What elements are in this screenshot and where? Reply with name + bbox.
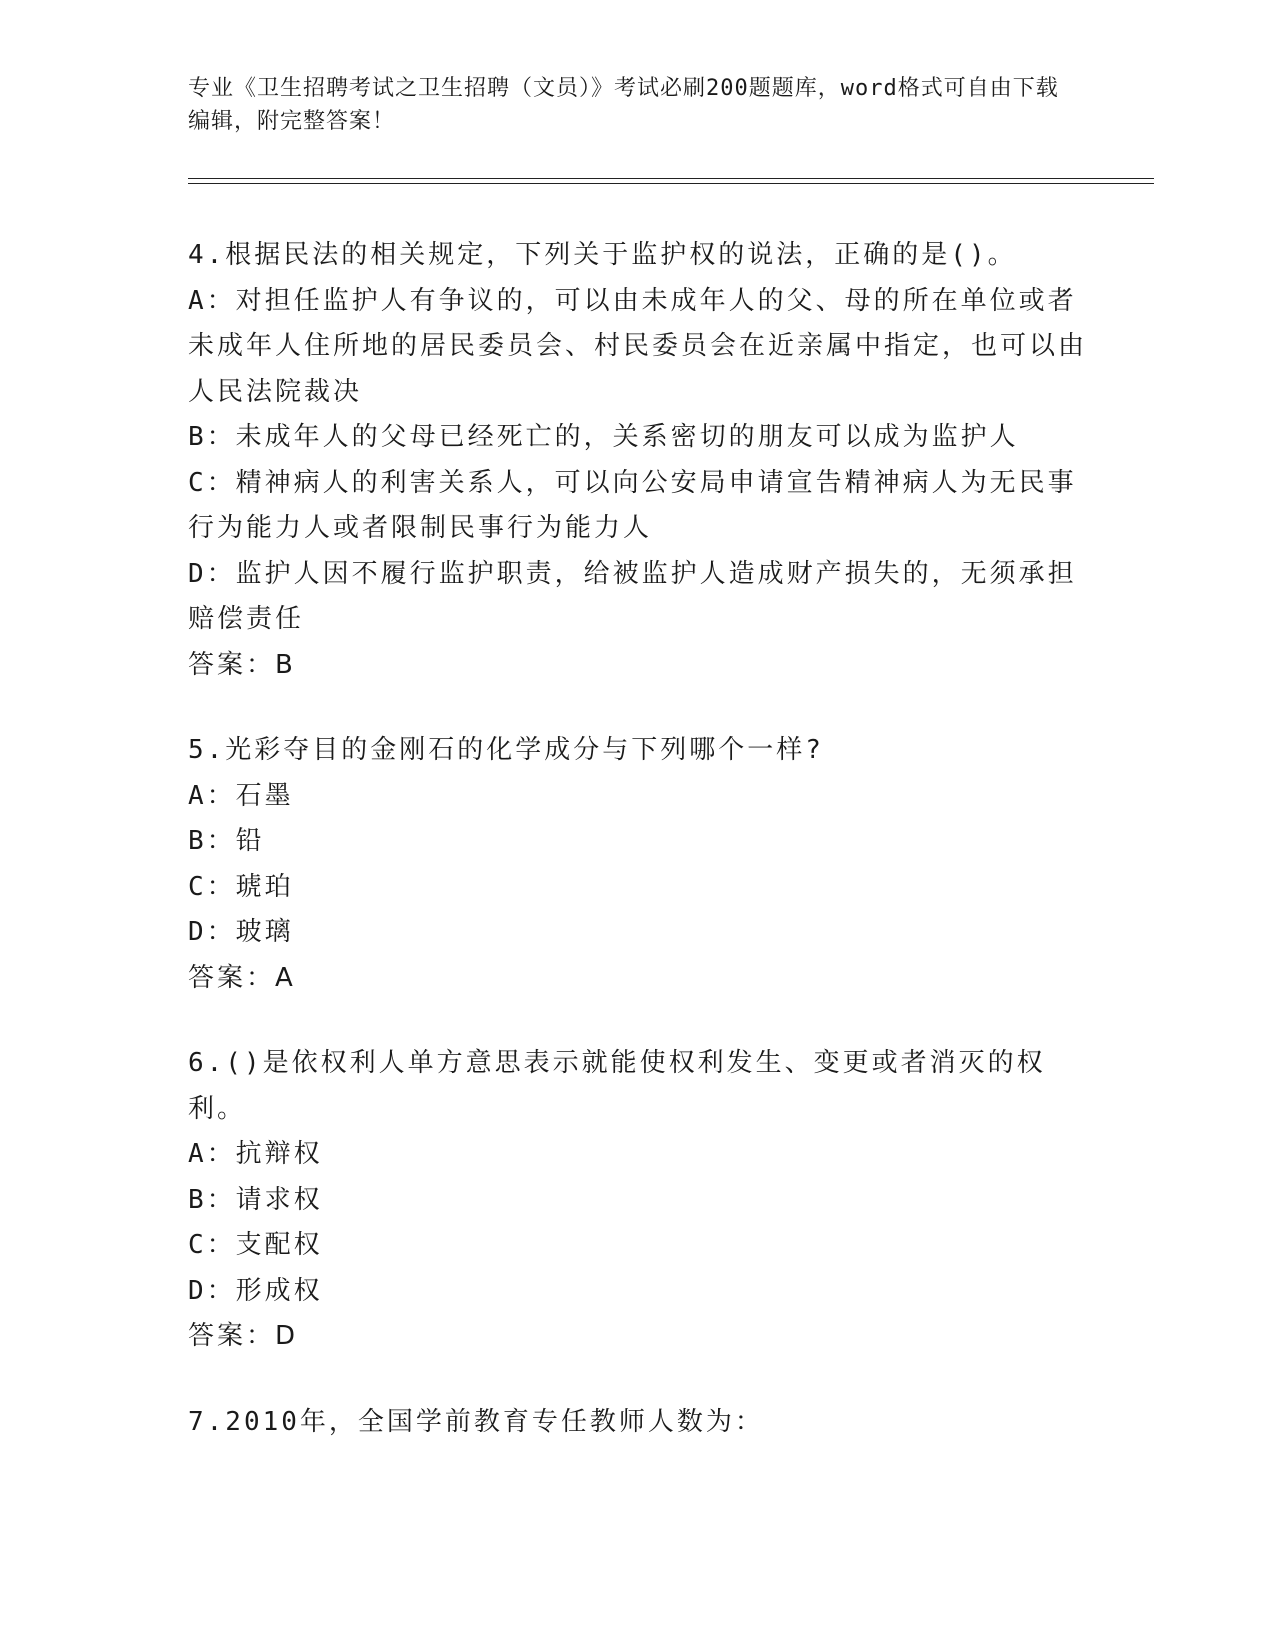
answer-label: 答案：B (188, 649, 296, 680)
option-c: C：支配权 (188, 1230, 323, 1260)
option-b: B：铅 (188, 826, 265, 856)
document-header: 专业《卫生招聘考试之卫生招聘（文员）》考试必刷200题题库，word格式可自由下载编辑，附完整答案！ (188, 76, 1059, 134)
question-stem: 4.根据民法的相关规定，下列关于监护权的说法，正确的是()。 (188, 240, 1017, 270)
question-stem: 7.2010年，全国学前教育专任教师人数为： (188, 1406, 764, 1437)
option-d: D：监护人因不履行监护职责，给被监护人造成财产损失的，无须承担赔偿责任 (188, 558, 1077, 634)
option-b: B：请求权 (188, 1184, 323, 1215)
option-c: C：琥珀 (188, 871, 294, 902)
question-stem: 6.()是依权利人单方意思表示就能使权利发生、变更或者消灭的权利。 (188, 1048, 1046, 1124)
option-a: A：石墨 (188, 780, 294, 811)
answer-label: 答案：A (188, 962, 296, 993)
header-divider-top (188, 178, 1154, 179)
question-list (188, 233, 1088, 1485)
option-d: D：玻璃 (188, 917, 294, 947)
option-d: D：形成权 (188, 1275, 323, 1306)
question-4 (188, 233, 1088, 688)
question-7 (188, 1400, 1088, 1446)
option-b: B：未成年人的父母已经死亡的，关系密切的朋友可以成为监护人 (188, 422, 1019, 452)
question-6 (188, 1041, 1088, 1360)
option-a: A：抗辩权 (188, 1139, 323, 1169)
answer-label: 答案：D (188, 1321, 299, 1351)
option-c: C：精神病人的利害关系人，可以向公安局申请宣告精神病人为无民事行为能力人或者限制民事行为能力人 (188, 467, 1077, 543)
option-a: A：对担任监护人有争议的，可以由未成年人的父、母的所在单位或者未成年人住所地的居民委员会、村民委员会在近亲属中指定，也可以由人民法院裁决 (188, 285, 1088, 407)
question-stem: 5.光彩夺目的金刚石的化学成分与下列哪个一样? (188, 735, 824, 765)
question-5 (188, 728, 1088, 1001)
header-divider-bottom (188, 183, 1154, 184)
